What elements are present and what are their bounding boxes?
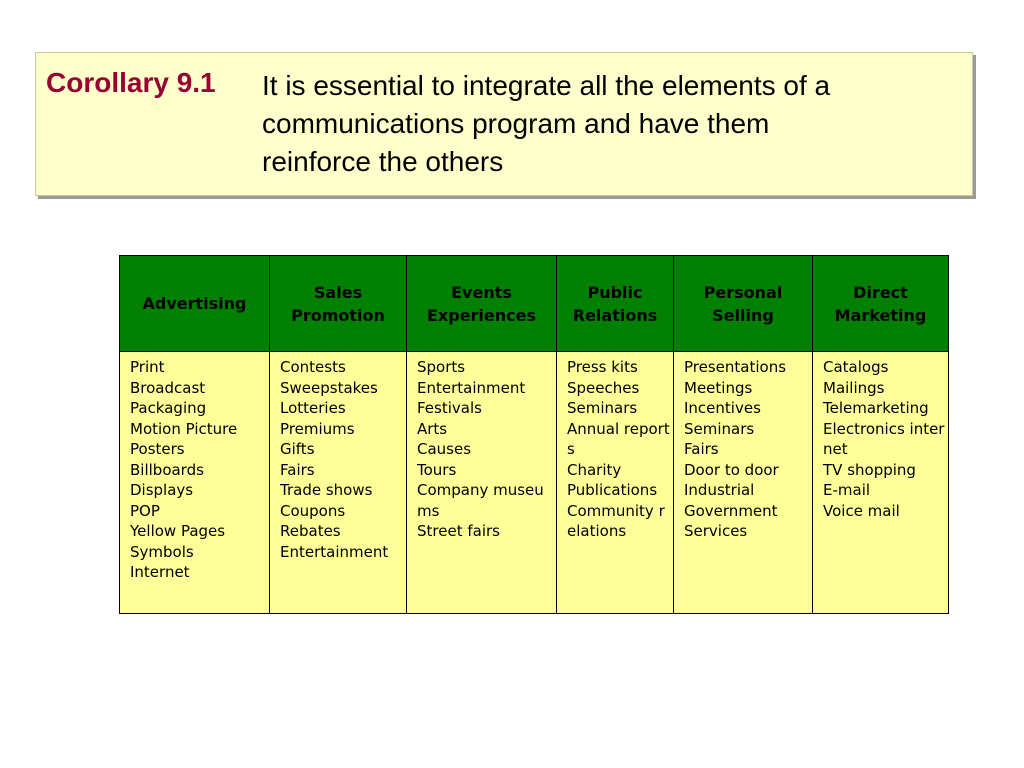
column-header-events-experiences: Events Experiences xyxy=(407,256,557,352)
column-cell-events-experiences xyxy=(407,352,557,614)
list-item: Rebates xyxy=(280,522,341,540)
list-item: Entertainment xyxy=(417,378,526,397)
list-item: Print xyxy=(130,358,165,376)
corollary-title-box xyxy=(35,52,973,196)
public-relations-items xyxy=(567,357,673,542)
list-item: Seminars xyxy=(684,419,755,438)
direct-marketing-items xyxy=(823,357,948,521)
list-item: Displays xyxy=(130,481,194,499)
list-item: Trade shows xyxy=(280,481,373,499)
list-item: TV shopping xyxy=(823,460,916,479)
corollary-statement xyxy=(262,67,962,181)
list-item: Street fairs xyxy=(417,522,500,540)
communications-elements-table xyxy=(119,255,949,614)
events-experiences-items xyxy=(417,357,556,542)
list-item: Sports xyxy=(417,358,466,376)
advertising-items xyxy=(130,357,269,583)
column-cell-public-relations xyxy=(557,352,674,614)
column-cell-advertising xyxy=(120,352,270,614)
column-header-advertising: Advertising xyxy=(120,256,270,352)
list-item: Meetings xyxy=(684,378,753,397)
list-item: Fairs xyxy=(280,460,315,479)
list-item: Fairs xyxy=(684,440,719,458)
list-item: Billboards xyxy=(130,460,204,479)
list-item: Contests xyxy=(280,358,346,376)
list-item: Catalogs xyxy=(823,358,889,376)
list-item: Symbols xyxy=(130,542,194,561)
column-header-public-relations: Public Relations xyxy=(557,256,674,352)
list-item: Festivals xyxy=(417,399,482,417)
list-item: Sweepstakes xyxy=(280,378,378,397)
column-cell-direct-marketing xyxy=(813,352,949,614)
list-item: Mailings xyxy=(823,378,885,397)
column-header-personal-selling: Personal Selling xyxy=(674,256,813,352)
list-item: Causes xyxy=(417,440,472,458)
table-body-row xyxy=(120,352,949,614)
list-item: E-mail xyxy=(823,481,871,499)
list-item: Entertainment xyxy=(280,542,389,561)
column-header-direct-marketing: Direct Marketing xyxy=(813,256,949,352)
list-item: Lotteries xyxy=(280,399,346,417)
list-item: Presentations xyxy=(684,358,787,376)
column-cell-sales-promotion xyxy=(270,352,407,614)
column-cell-personal-selling xyxy=(674,352,813,614)
list-item: Yellow Pages xyxy=(130,522,226,540)
list-item: Telemarketing xyxy=(823,399,929,417)
list-item: Speeches xyxy=(567,378,640,397)
corollary-statement-line: It is essential to integrate all the elements of a xyxy=(262,70,831,101)
list-item: Tours xyxy=(417,460,457,479)
list-item: Industrial xyxy=(684,481,755,499)
list-item: Door to door xyxy=(684,460,779,479)
list-item: Services xyxy=(684,522,748,540)
list-item: Incentives xyxy=(684,399,761,417)
list-item: Seminars xyxy=(567,399,638,417)
list-item: Press kits xyxy=(567,358,638,376)
list-item: Posters xyxy=(130,440,185,458)
list-item: Voice mail xyxy=(823,501,900,520)
list-item: Gifts xyxy=(280,440,315,458)
list-item: Broadcast xyxy=(130,378,206,397)
list-item: Premiums xyxy=(280,419,355,438)
list-item: Electronics internet xyxy=(823,419,945,458)
list-item: POP xyxy=(130,501,160,520)
list-item: Internet xyxy=(130,563,190,581)
list-item: Publications xyxy=(567,481,658,499)
list-item: Coupons xyxy=(280,501,346,520)
list-item: Charity xyxy=(567,460,622,479)
list-item: Community relations xyxy=(567,501,665,540)
list-item: Packaging xyxy=(130,399,207,417)
list-item: Motion Picture xyxy=(130,419,238,438)
list-item: Government xyxy=(684,501,778,520)
list-item: Company museums xyxy=(417,481,544,520)
personal-selling-items xyxy=(684,357,812,542)
table-header-row xyxy=(120,256,949,352)
list-item: Arts xyxy=(417,419,448,438)
corollary-statement-line: reinforce the others xyxy=(262,146,504,177)
column-header-sales-promotion: Sales Promotion xyxy=(270,256,407,352)
sales-promotion-items xyxy=(280,357,406,562)
corollary-statement-line: communications program and have them xyxy=(262,108,770,139)
list-item: Annual reports xyxy=(567,419,670,458)
corollary-label: Corollary 9.1 xyxy=(46,67,216,98)
